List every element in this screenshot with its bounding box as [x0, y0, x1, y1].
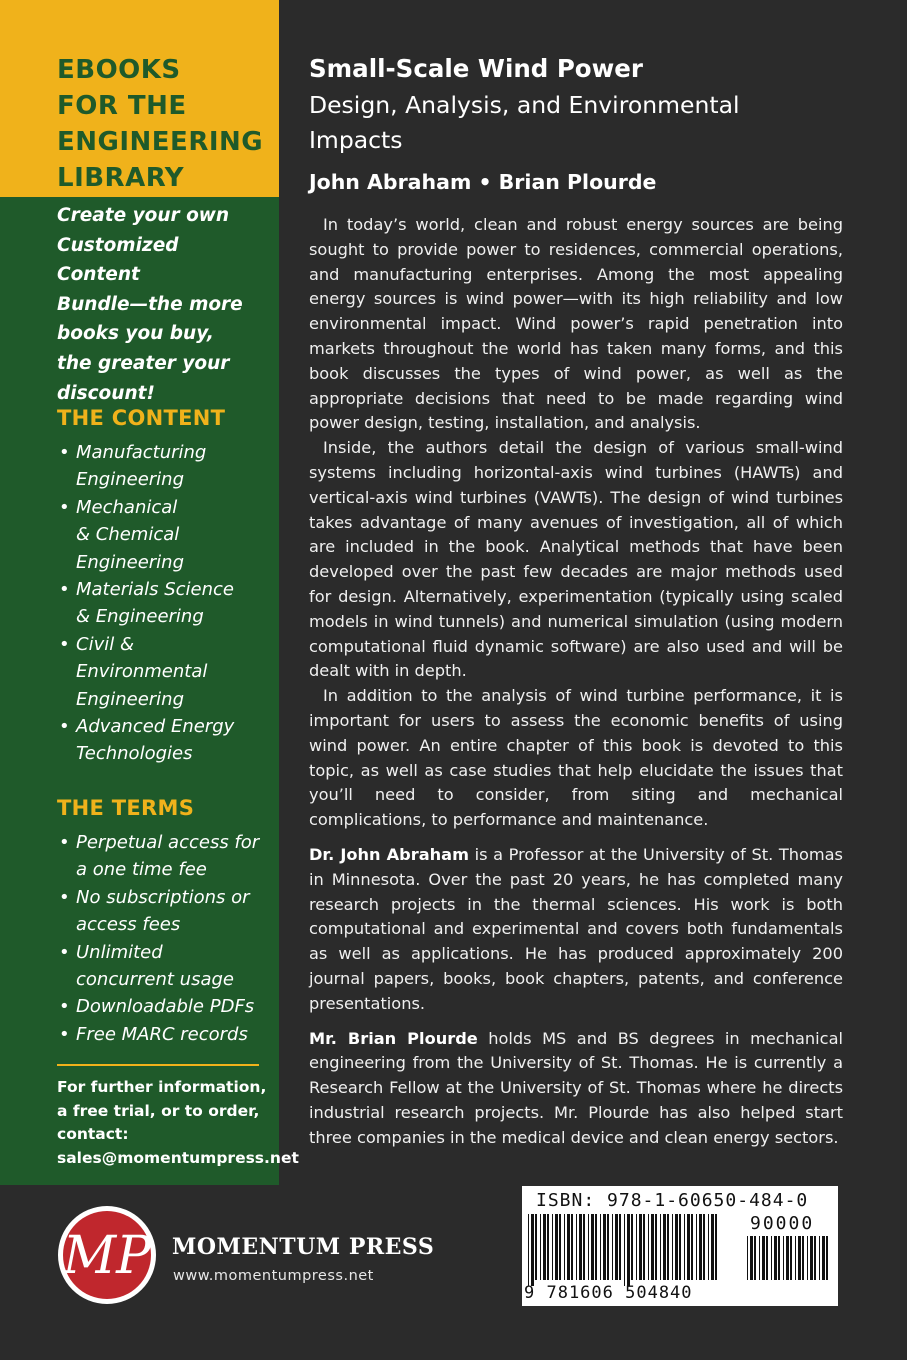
promo-line: the greater your: [57, 352, 230, 374]
barcode-bar: [708, 1214, 709, 1280]
sidebar-promo: [57, 201, 267, 408]
contact-email-link[interactable]: sales@momentumpress.net: [57, 1148, 299, 1167]
barcode-bar: [810, 1236, 813, 1280]
barcode-bar: [703, 1214, 705, 1280]
barcode-bar: [790, 1236, 792, 1280]
publisher-url[interactable]: www.momentumpress.net: [173, 1268, 374, 1284]
barcode-bar: [615, 1214, 618, 1280]
terms-list-item: • Downloadable PDFs: [57, 993, 272, 1020]
barcode-bar: [595, 1214, 597, 1280]
content-list-item: • Manufacturing Engineering: [57, 439, 272, 494]
barcode-bar: [651, 1214, 654, 1280]
barcode-bar: [679, 1214, 681, 1280]
barcode-bar: [555, 1214, 558, 1280]
barcode-bar: [759, 1236, 760, 1280]
sidebar-title-line: FOR THE: [57, 91, 187, 121]
terms-list-item: • Unlimited concurrent usage: [57, 939, 272, 994]
barcode-bar: [826, 1236, 828, 1280]
barcode-bar: [624, 1214, 625, 1286]
barcode-bar: [822, 1236, 825, 1280]
content-heading: THE CONTENT: [57, 406, 226, 430]
bullet-icon: •: [59, 941, 70, 963]
price-code: 90000: [750, 1213, 815, 1234]
barcode-bar: [636, 1214, 637, 1280]
barcode-bar: [699, 1214, 702, 1280]
bullet-icon: •: [59, 633, 70, 655]
isbn-text: ISBN: 978-1-60650-484-0: [536, 1190, 809, 1211]
promo-line: Bundle—the more: [57, 293, 243, 315]
bullet-icon: •: [59, 442, 70, 463]
promo-line: Create your own: [57, 205, 230, 226]
author-name: Mr. Brian Plourde: [309, 1028, 478, 1048]
barcode-bar: [771, 1236, 772, 1280]
terms-list-item: • Free MARC records: [57, 1021, 272, 1048]
sidebar-divider: [57, 1064, 259, 1066]
barcode-bar: [754, 1236, 756, 1280]
barcode-bar: [762, 1236, 765, 1280]
barcode-bar: [715, 1214, 717, 1280]
logo-letters: MP: [62, 1226, 152, 1286]
content-list-item: • Mechanical & Chemical Engineering: [57, 494, 272, 576]
book-description: [309, 213, 843, 1150]
barcode-bar: [691, 1214, 693, 1280]
bullet-icon: •: [59, 496, 70, 518]
description-paragraph: In today’s world, clean and robust energy sources are being sought to provide power to residences, commercial operations, and manufacturing enterprises. Among the most appealing energy sources is wind power—with its high reliability and low environmental impact. Wind power’s rapid penetration into markets throughout the world has taken many forms, and this book discusses the types of wind power, as well as the appropriate decisions that need to be made regarding wind power design, testing, installation, and analysis.: [309, 215, 843, 433]
barcode-bar: [663, 1214, 666, 1280]
author-name: Dr. John Abraham: [309, 844, 469, 864]
promo-line: Customized Content: [57, 234, 179, 286]
contact-line: For further information,: [57, 1078, 267, 1096]
barcode-bar: [696, 1214, 697, 1280]
barcode-bar: [684, 1214, 685, 1280]
terms-list-item: • No subscriptions or access fees: [57, 884, 272, 939]
barcode-bar: [631, 1214, 633, 1280]
barcode-bar: [619, 1214, 621, 1280]
sidebar-title-line: ENGINEERING: [57, 127, 264, 157]
description-paragraph: Inside, the authors detail the design of various small-wind systems including horizontal-axis wind turbines (HAWTs) and vertical-axis wind turbines (VAWTs). The design of wind turbines takes advantage of many avenues of investigation, all of which are included in the book. Analytical methods that have been developed over the past few decades are major methods used for design. Alternatively, experimentation (typically using scaled models in wind tunnels) and numerical simulation (using modern computational fluid dynamic software) are also used and will be dealt with in depth.: [309, 438, 843, 681]
barcode-bar: [778, 1236, 780, 1280]
barcode-bar: [567, 1214, 570, 1280]
barcode-bar: [547, 1214, 549, 1280]
contact-line: contact:: [57, 1125, 129, 1143]
bullet-icon: •: [59, 716, 70, 738]
barcode-bar: [528, 1214, 529, 1286]
author-bio-plourde: Mr. Brian Plourde holds MS and BS degrees in mechanical engineering from the University of St. Thomas. He is currently a Research Fellow at the University of St. Thomas where he directs industrial research projects. Mr. Plourde has also helped start three companies in the medical device and clean energy sectors.: [309, 1028, 843, 1147]
barcode-bar: [607, 1214, 609, 1280]
barcode-bar: [579, 1214, 582, 1280]
description-paragraph: In addition to the analysis of wind turbine performance, it is important for users to assess the economic benefits of using wind power. An entire chapter of this book is devoted to this topic, as well as case studies that help elucidate the issues that you’ll need to consider, from siting and mechanical complications, to performance and maintenance.: [309, 686, 843, 830]
barcode-bar: [612, 1214, 613, 1280]
barcode-bar: [535, 1214, 537, 1280]
barcode-bar: [559, 1214, 561, 1280]
barcode-bar: [667, 1214, 669, 1280]
barcode-bar: [660, 1214, 661, 1280]
bullet-icon: •: [59, 579, 70, 601]
sidebar-title: [57, 52, 272, 196]
barcode-bar: [540, 1214, 541, 1280]
barcode-bar: [591, 1214, 594, 1280]
content-list-item: • Advanced Energy Technologies: [57, 713, 272, 768]
ean-digits: 9 781606 504840: [524, 1283, 693, 1303]
barcode-bar: [564, 1214, 565, 1280]
barcode-bar: [807, 1236, 808, 1280]
barcode-bar: [814, 1236, 816, 1280]
book-subtitle: Design, Analysis, and Environmental Impacts: [309, 91, 740, 154]
promo-line: books you buy,: [57, 323, 214, 345]
barcode-bar: [675, 1214, 678, 1280]
barcode-bar: [795, 1236, 796, 1280]
barcode-bar: [639, 1214, 642, 1280]
barcode-bar: [552, 1214, 553, 1280]
barcode-bar: [747, 1236, 748, 1280]
sidebar-title-line: EBOOKS: [57, 55, 181, 85]
barcode-bar: [766, 1236, 768, 1280]
barcode-bar: [588, 1214, 589, 1280]
book-title: Small-Scale Wind Power: [309, 54, 643, 83]
promo-line: discount!: [57, 382, 155, 404]
contact-line: a free trial, or to order,: [57, 1101, 260, 1120]
barcode-bar: [687, 1214, 690, 1280]
barcode-bar: [783, 1236, 784, 1280]
barcode-bar: [531, 1214, 534, 1286]
barcode-bar: [603, 1214, 606, 1280]
barcode-bar: [750, 1236, 753, 1280]
barcode-bars-addon: [747, 1236, 829, 1286]
content-list: [57, 439, 272, 768]
barcode-bar: [600, 1214, 601, 1280]
barcode-bar: [583, 1214, 585, 1280]
bullet-icon: •: [59, 832, 70, 853]
book-authors: John Abraham • Brian Plourde: [309, 170, 657, 194]
barcode-bar: [627, 1214, 630, 1286]
sidebar-contact: [57, 1076, 299, 1170]
barcode-bar: [648, 1214, 649, 1280]
publisher-name: MOMENTUM PRESS: [172, 1234, 435, 1260]
momentum-press-logo-icon: [57, 1205, 157, 1305]
bullet-icon: •: [59, 886, 70, 908]
barcode-bar: [543, 1214, 546, 1280]
terms-list: [57, 829, 272, 1048]
terms-list-item: • Perpetual access for a one time fee: [57, 829, 272, 884]
barcode-bar: [643, 1214, 645, 1280]
content-list-item: • Civil & Environmental Engineering: [57, 631, 272, 713]
barcode-bar: [786, 1236, 789, 1280]
terms-heading: THE TERMS: [57, 796, 195, 820]
barcode-bar: [774, 1236, 777, 1280]
barcode-bar: [655, 1214, 657, 1280]
bullet-icon: •: [59, 996, 70, 1018]
barcode: [522, 1186, 838, 1306]
content-list-item: • Materials Science & Engineering: [57, 576, 272, 631]
barcode-bars-main: [528, 1214, 718, 1286]
barcode-bar: [802, 1236, 804, 1280]
barcode-bar: [672, 1214, 673, 1280]
author-bio-abraham: Dr. John Abraham is a Professor at the University of St. Thomas in Minnesota. Over the past 20 years, he has completed many research projects in the thermal sciences. His work is both computational and experimental and covers both fundamentals as well as applications. He has produced approximately 200 journal papers, books, book chapters, patents, and conference presentations.: [309, 844, 843, 1013]
barcode-bar: [711, 1214, 714, 1280]
bullet-icon: •: [59, 1023, 70, 1045]
barcode-bar: [798, 1236, 801, 1280]
sidebar-title-line: LIBRARY: [57, 163, 185, 193]
barcode-bar: [571, 1214, 573, 1280]
barcode-bar: [819, 1236, 820, 1280]
barcode-bar: [576, 1214, 577, 1280]
